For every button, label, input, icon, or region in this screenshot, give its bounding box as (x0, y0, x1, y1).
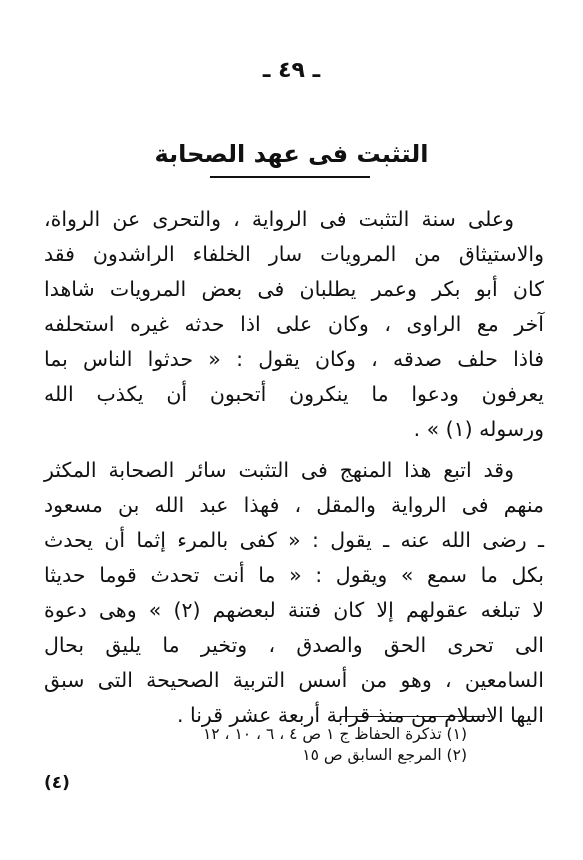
signature-mark: (٤) (44, 773, 70, 793)
footnotes (203, 724, 467, 766)
text-line: آخر مع الراوى ، وكان على اذا حدثه غيره استحلفه (44, 312, 544, 336)
footnote-2: (٢) المرجع السابق ص ١٥ (302, 746, 467, 764)
text-line: السامعين ، وهو من أسس التربية الصحيحة التى سبق (44, 668, 544, 692)
text-line: بكل ما سمع » ويقول : « ما أنت تحدث قوما حديثا (44, 563, 544, 587)
body-text (44, 202, 544, 733)
paragraph-1 (44, 202, 544, 447)
text-line: يعرفون ودعوا ما ينكرون أتحبون أن يكذب الله (44, 382, 544, 406)
text-line: ـ رضى الله عنه ـ يقول : « كفى بالمرء إثما أن يحدث (44, 528, 544, 552)
text-line: وعلى سنة التثبت فى الرواية ، والتحرى عن الرواة، (44, 207, 514, 231)
page-number: ـ ٤٩ ـ (262, 58, 321, 83)
text-line: فاذا حلف صدقه ، وكان يقول : « حدثوا الناس بما (44, 347, 544, 371)
footnote-separator (340, 716, 490, 717)
chapter-title: التثبت فى عهد الصحابة (154, 140, 429, 168)
footnote-1: (١) تذكرة الحفاظ ج ١ ص ٤ ، ٦ ، ١٠ ، ١٢ (202, 725, 467, 743)
title-underline (210, 176, 370, 178)
text-line: كان أبو بكر وعمر يطلبان فى بعض المرويات شاهدا (44, 277, 544, 301)
text-line: والاستيثاق من المرويات سار الخلفاء الراشدون فقد (44, 242, 544, 266)
text-line: ورسوله (١) » . (413, 417, 544, 441)
text-line: الى تحرى الحق والصدق ، وتخير ما يليق بحال (44, 633, 544, 657)
text-line: لا تبلغه عقولهم إلا كان فتنة لبعضهم (٢) » وهى دعوة (44, 598, 545, 622)
paragraph-2 (44, 453, 544, 733)
text-line: منهم فى الرواية والمقل ، فهذا عبد الله بن مسعود (44, 493, 544, 517)
text-line: وقد اتبع هذا المنهج فى التثبت سائر الصحابة المكثر (44, 458, 514, 482)
text-line: اليها الاسلام من منذ قرابة أربعة عشر قرنا . (176, 703, 544, 727)
